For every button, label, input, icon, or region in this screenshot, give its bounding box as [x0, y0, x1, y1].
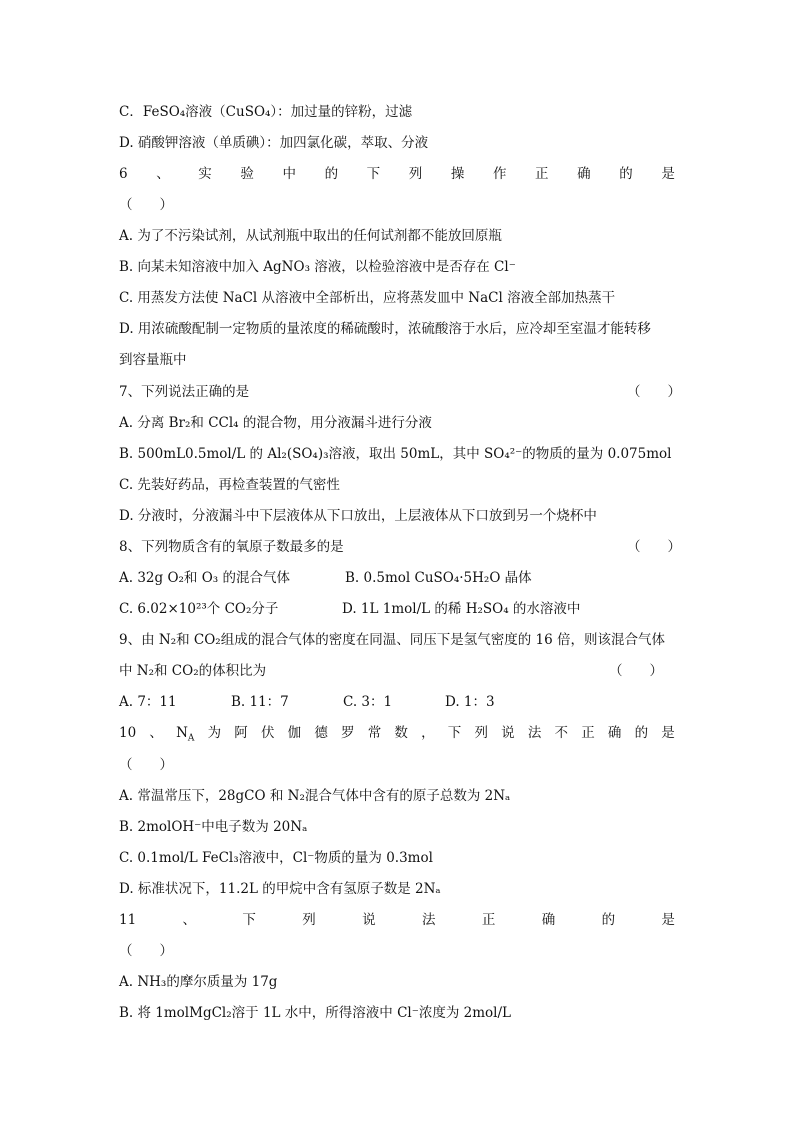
q11stem-token: 列 [302, 912, 316, 928]
q8-option-c: C. 6.02×10²³个 CO₂分子 [119, 601, 279, 617]
q10stem-token: ， [421, 725, 435, 741]
q6-option-d-line2: 到容量瓶中 [119, 352, 187, 368]
question-6-blank: （ ） [119, 197, 173, 213]
q11-option-b: B. 将 1molMgCl₂溶于 1L 水中，所得溶液中 Cl⁻浓度为 2mol/L [119, 1005, 511, 1021]
q6stem-token: 列 [408, 166, 423, 182]
q6-option-a: A. 为了不污染试剂，从试剂瓶中取出的任何试剂都不能放回原瓶 [119, 228, 502, 244]
q7-option-d: D. 分液时，分液漏斗中下层液体从下口放出，上层液体从下口放到另一个烧杯中 [119, 508, 597, 524]
q9-option-c: C. 3：1 [343, 694, 393, 710]
q7-option-c: C. 先装好药品，再检查装置的气密性 [119, 477, 340, 493]
q10stem-token: 是 [661, 725, 675, 741]
q10-option-d: D. 标准状况下，11.2L 的甲烷中含有氢原子数是 2Nₐ [119, 881, 441, 897]
question-8-blank: （ ） [627, 539, 681, 555]
q10stem-token: 确 [607, 725, 622, 741]
question-8-stem [119, 537, 681, 557]
question-9-line1: 9、由 N₂和 CO₂组成的混合气体的密度在同温、同压下是氢气密度的 16 倍，则该混合气体 [119, 632, 665, 648]
q6stem-token: 中 [282, 166, 296, 182]
q10stem-token: 伏 [260, 725, 275, 741]
q11-option-a: A. NH₃的摩尔质量为 17g [119, 974, 278, 990]
q10-option-b: B. 2molOH⁻中电子数为 20Nₐ [119, 819, 308, 835]
q10stem-token: 法 [527, 725, 542, 741]
question-7-text: 7、下列说法正确的是 [119, 384, 250, 400]
q11stem-token: 正 [481, 912, 496, 928]
q6stem-token: 操 [450, 166, 465, 182]
q6-option-c: C. 用蒸发方法使 NaCl 从溶液中全部析出，应将蒸发皿中 NaCl 溶液全部加热蒸干 [119, 290, 616, 306]
q6stem-token: 6 [119, 166, 128, 182]
q10stem-token: 、 [149, 725, 163, 741]
q6stem-token: 是 [661, 166, 675, 182]
q6stem-token: 作 [492, 166, 507, 182]
q11stem-token: 、 [182, 912, 197, 928]
q10stem-token: 伽 [287, 725, 302, 741]
q10stem-token: 的 [634, 725, 649, 741]
q6stem-token: 确 [577, 166, 591, 182]
q8-option-d: D. 1L 1mol/L 的稀 H₂SO₄ 的水溶液中 [342, 601, 581, 617]
q5-option-c: C．FeSO₄溶液（CuSO₄）：加过量的锌粉，过滤 [119, 104, 413, 120]
q6-option-b: B. 向某未知溶液中加入 AgNO₃ 溶液，以检验溶液中是否存在 Cl⁻ [119, 259, 516, 275]
q6stem-token: 实 [198, 166, 212, 182]
q6stem-token: 正 [535, 166, 549, 182]
q8-options-row2 [119, 599, 675, 619]
question-10-stem [119, 723, 675, 743]
q11stem-token: 的 [601, 912, 616, 928]
q6stem-token: 的 [619, 166, 633, 182]
q10stem-token: 为 [207, 725, 222, 741]
q10stem-token: 下 [447, 725, 462, 741]
question-9-blank: （ ） [609, 663, 663, 679]
q6stem-token: 验 [240, 166, 254, 182]
question-6-stem [119, 164, 675, 184]
q11stem-token: 11 [119, 912, 137, 928]
question-9-text: 中 N₂和 CO₂的体积比为 [119, 663, 267, 679]
q11stem-token: 下 [242, 912, 256, 928]
q6stem-token: 的 [324, 166, 339, 182]
q9-option-d: D. 1：3 [445, 694, 495, 710]
question-7-stem [119, 382, 681, 402]
q8-options-row1 [119, 568, 675, 588]
q5-option-d: D. 硝酸钾溶液（单质碘）：加四氯化碳，萃取、分液 [119, 135, 429, 151]
q10stem-token: 阿 [234, 725, 248, 741]
q10stem-token: 罗 [341, 725, 355, 741]
q10stem-token: 常 [367, 725, 382, 741]
q10stem-token: $N_A$ [176, 725, 195, 744]
q7-option-a: A. 分离 Br₂和 CCl₄ 的混合物，用分液漏斗进行分液 [119, 415, 432, 431]
q11stem-token: 法 [421, 912, 436, 928]
question-10-blank: （ ） [119, 757, 173, 773]
q9-option-a: A. 7：11 [119, 694, 177, 710]
q10stem-token: 说 [501, 725, 515, 741]
q10stem-token: 正 [581, 725, 595, 741]
q8-option-b: B. 0.5mol CuSO₄·5H₂O 晶体 [345, 570, 532, 586]
question-7-blank: （ ） [627, 384, 681, 400]
question-11-stem [119, 910, 675, 930]
q9-options [119, 692, 675, 712]
q10stem-token: 德 [314, 725, 328, 741]
q7-option-b: B. 500mL0.5mol/L 的 Al₂(SO₄)₃溶液，取出 50mL，其中 SO₄²⁻的物质的量为 0.075mol [119, 446, 672, 462]
q10stem-token: 数 [394, 725, 408, 741]
q10stem-token: 列 [474, 725, 488, 741]
q6stem-token: 下 [366, 166, 381, 182]
q6-option-d-line1: D. 用浓硫酸配制一定物质的量浓度的稀硫酸时，浓硫酸溶于水后，应冷却至室温才能转移 [119, 321, 651, 337]
question-8-text: 8、下列物质含有的氧原子数最多的是 [119, 539, 344, 555]
q10-option-c: C. 0.1mol/L FeCl₃溶液中，Cl⁻物质的量为 0.3mol [119, 850, 433, 866]
question-9-line2 [119, 661, 675, 681]
q6stem-token: 、 [156, 166, 170, 182]
q11stem-token: 确 [541, 912, 556, 928]
q10stem-token: 10 [119, 725, 137, 741]
q9-option-b: B. 11：7 [231, 694, 289, 710]
q10stem-token: 不 [554, 725, 568, 741]
question-11-blank: （ ） [119, 943, 173, 959]
q11stem-token: 是 [661, 912, 675, 928]
q11stem-token: 说 [362, 912, 376, 928]
q10-option-a: A. 常温常压下，28gCO 和 N₂混合气体中含有的原子总数为 2Nₐ [119, 788, 511, 804]
q8-option-a: A. 32g O₂和 O₃ 的混合气体 [119, 570, 290, 586]
